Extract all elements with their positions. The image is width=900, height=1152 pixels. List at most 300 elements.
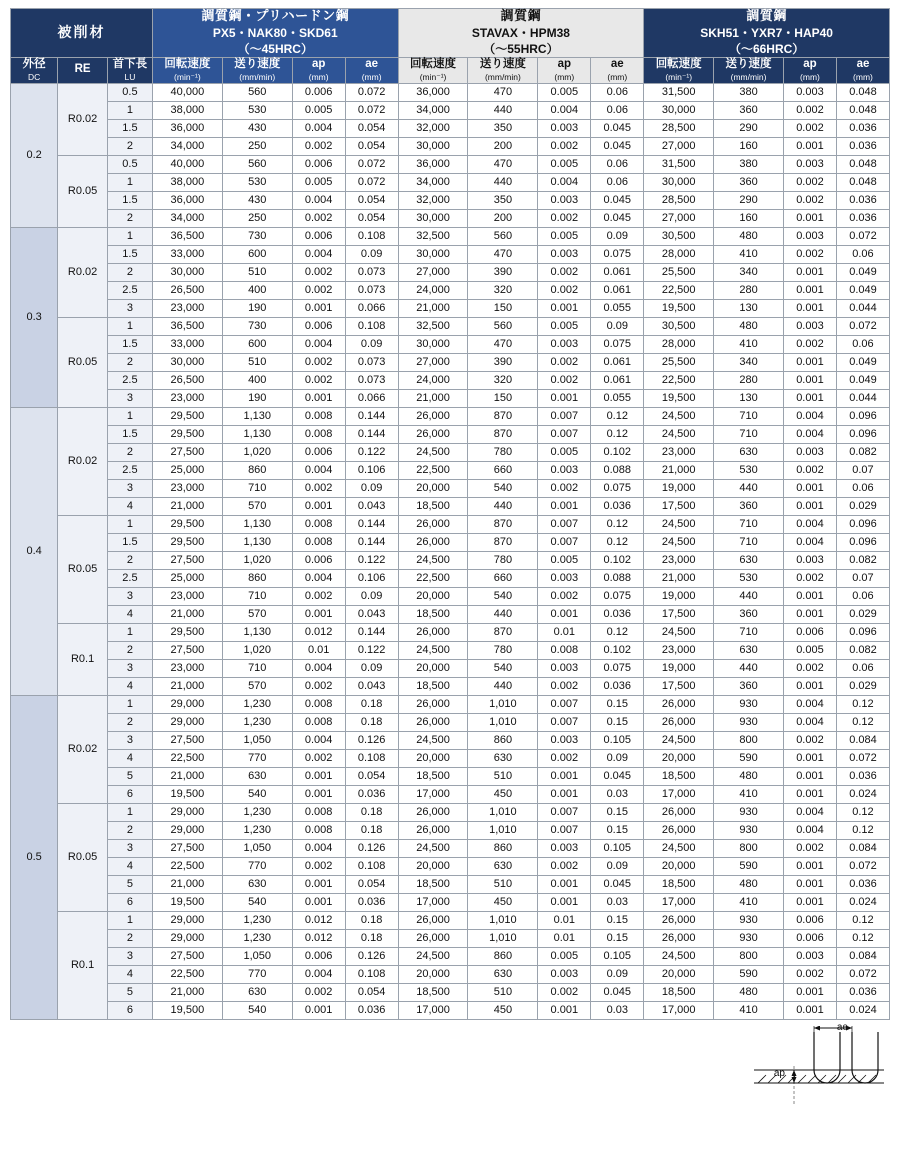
cell-value: 32,500 (398, 227, 468, 245)
cell-value: 30,500 (644, 317, 714, 335)
cell-value: 0.036 (836, 119, 889, 137)
cell-value: 0.01 (538, 911, 591, 929)
cell-value: 560 (222, 83, 292, 101)
cell-value: 870 (468, 407, 538, 425)
cell-value: 0.003 (538, 839, 591, 857)
cell-value: 0.001 (292, 1001, 345, 1019)
table-row (11, 209, 890, 227)
group-header-3 (644, 9, 890, 58)
cell-lu: 1 (107, 173, 152, 191)
cell-value: 30,000 (644, 173, 714, 191)
cell-value: 0.082 (836, 443, 889, 461)
group1-line1: 調質鋼・プリハードン鋼 (201, 8, 350, 23)
cell-value: 0.061 (591, 263, 644, 281)
cell-dc: 0.5 (11, 695, 58, 1019)
cell-value: 0.15 (591, 713, 644, 731)
cell-value: 430 (222, 191, 292, 209)
cell-value: 0.001 (783, 767, 836, 785)
cell-value: 800 (714, 947, 784, 965)
cell-value: 450 (468, 893, 538, 911)
table-row (11, 803, 890, 821)
cell-value: 0.004 (783, 803, 836, 821)
cell-value: 0.004 (292, 965, 345, 983)
cell-value: 26,000 (398, 533, 468, 551)
cell-value: 0.001 (292, 497, 345, 515)
cell-value: 0.108 (345, 317, 398, 335)
group1-line3: （〜45HRC） (237, 41, 313, 56)
cell-lu: 1.5 (107, 533, 152, 551)
table-row (11, 461, 890, 479)
cell-value: 0.075 (591, 245, 644, 263)
cell-value: 480 (714, 767, 784, 785)
cell-lu: 4 (107, 857, 152, 875)
cell-value: 0.006 (292, 227, 345, 245)
header-sub-row (11, 57, 890, 83)
cell-value: 0.003 (538, 731, 591, 749)
cell-value: 36,500 (152, 317, 222, 335)
cell-value: 0.18 (345, 911, 398, 929)
cell-value: 36,000 (152, 191, 222, 209)
cell-value: 32,000 (398, 119, 468, 137)
cell-value: 0.007 (538, 407, 591, 425)
cell-lu: 2.5 (107, 569, 152, 587)
cell-value: 18,500 (398, 875, 468, 893)
cell-value: 360 (714, 605, 784, 623)
cell-lu: 2 (107, 137, 152, 155)
cell-value: 0.055 (591, 389, 644, 407)
cell-value: 25,500 (644, 263, 714, 281)
cell-lu: 0.5 (107, 83, 152, 101)
cell-value: 0.002 (292, 677, 345, 695)
table-row (11, 605, 890, 623)
cell-lu: 1.5 (107, 335, 152, 353)
cell-value: 27,000 (398, 263, 468, 281)
cell-value: 730 (222, 317, 292, 335)
cell-value: 870 (468, 425, 538, 443)
cell-value: 18,500 (398, 497, 468, 515)
cell-value: 0.002 (292, 137, 345, 155)
table-row (11, 1001, 890, 1019)
cell-value: 0.001 (783, 983, 836, 1001)
cell-value: 0.008 (292, 407, 345, 425)
cell-value: 0.15 (591, 911, 644, 929)
cell-value: 0.049 (836, 281, 889, 299)
cell-value: 21,000 (644, 569, 714, 587)
cell-value: 480 (714, 983, 784, 1001)
table-row (11, 425, 890, 443)
group-header-1 (152, 9, 398, 58)
table-row (11, 281, 890, 299)
cell-value: 26,000 (644, 803, 714, 821)
cell-value: 0.002 (538, 281, 591, 299)
cell-value: 0.036 (836, 209, 889, 227)
cell-value: 0.004 (783, 425, 836, 443)
cell-value: 410 (714, 245, 784, 263)
cell-value: 22,500 (152, 857, 222, 875)
cell-value: 0.001 (538, 497, 591, 515)
cell-value: 860 (222, 461, 292, 479)
table-row (11, 155, 890, 173)
cell-value: 0.054 (345, 767, 398, 785)
cell-value: 0.004 (783, 533, 836, 551)
cell-value: 0.01 (538, 623, 591, 641)
cell-value: 440 (468, 677, 538, 695)
cell-value: 0.029 (836, 677, 889, 695)
cell-re: R0.02 (58, 695, 108, 803)
cell-lu: 2.5 (107, 281, 152, 299)
cell-value: 540 (222, 785, 292, 803)
cell-value: 36,000 (398, 155, 468, 173)
cell-lu: 1 (107, 911, 152, 929)
cell-value: 21,000 (152, 875, 222, 893)
cell-value: 0.004 (292, 839, 345, 857)
cell-lu: 5 (107, 875, 152, 893)
col-header-name: ae (610, 57, 624, 70)
cell-value: 1,010 (468, 695, 538, 713)
cell-value: 20,000 (398, 965, 468, 983)
cell-value: 1,050 (222, 839, 292, 857)
cell-value: 0.008 (292, 713, 345, 731)
cell-value: 0.06 (591, 101, 644, 119)
cell-lu: 3 (107, 947, 152, 965)
table-row (11, 245, 890, 263)
cell-value: 0.036 (836, 767, 889, 785)
col-header-lu-unit: LU (124, 71, 136, 82)
cell-value: 0.01 (292, 641, 345, 659)
col-header-dc-unit: DC (28, 71, 41, 82)
cell-value: 26,000 (398, 911, 468, 929)
group2-line1: 調質鋼 (500, 8, 542, 23)
cell-value: 0.007 (538, 821, 591, 839)
cell-value: 27,500 (152, 839, 222, 857)
cell-value: 23,000 (644, 443, 714, 461)
col-header-unit: (min⁻¹) (419, 71, 447, 82)
cell-value: 0.001 (538, 389, 591, 407)
table-row (11, 407, 890, 425)
cell-value: 0.002 (538, 209, 591, 227)
cell-value: 0.008 (538, 641, 591, 659)
ap-label-span: ap (773, 1067, 785, 1079)
cell-value: 0.045 (591, 137, 644, 155)
cell-value: 0.045 (591, 191, 644, 209)
cell-value: 20,000 (398, 479, 468, 497)
cell-value: 26,000 (644, 695, 714, 713)
cell-value: 0.082 (836, 551, 889, 569)
cell-value: 0.105 (591, 839, 644, 857)
table-row (11, 677, 890, 695)
cell-value: 0.09 (345, 245, 398, 263)
ap-ae-diagram (10, 1021, 890, 1112)
cell-lu: 1 (107, 515, 152, 533)
group-header-2 (398, 9, 644, 58)
cell-value: 0.096 (836, 425, 889, 443)
col-header-lu-name: 首下長 (112, 57, 148, 70)
col-header-unit: (mm) (554, 71, 575, 82)
cell-value: 17,000 (398, 893, 468, 911)
cell-value: 0.004 (292, 659, 345, 677)
cell-lu: 1 (107, 407, 152, 425)
cell-lu: 4 (107, 965, 152, 983)
cell-value: 0.001 (783, 677, 836, 695)
cell-value: 19,500 (644, 389, 714, 407)
table-row (11, 515, 890, 533)
cell-value: 0.15 (591, 803, 644, 821)
cell-value: 0.001 (538, 299, 591, 317)
cell-lu: 2 (107, 641, 152, 659)
col-header-g2-feed (468, 57, 538, 83)
table-row (11, 713, 890, 731)
cell-value: 0.072 (836, 965, 889, 983)
cell-value: 40,000 (152, 83, 222, 101)
cell-value: 0.005 (538, 317, 591, 335)
cell-value: 0.126 (345, 731, 398, 749)
cell-value: 34,000 (398, 101, 468, 119)
cell-value: 0.004 (292, 731, 345, 749)
cell-value: 0.036 (591, 605, 644, 623)
cell-value: 0.002 (783, 731, 836, 749)
cell-value: 23,000 (152, 299, 222, 317)
cell-value: 290 (714, 191, 784, 209)
cell-value: 0.045 (591, 767, 644, 785)
cell-value: 0.003 (783, 317, 836, 335)
col-header-name: 回転速度 (164, 57, 211, 70)
cell-value: 440 (468, 173, 538, 191)
cell-value: 0.12 (836, 803, 889, 821)
cell-value: 0.15 (591, 929, 644, 947)
cell-value: 0.002 (292, 983, 345, 1001)
cell-value: 0.106 (345, 569, 398, 587)
cell-value: 0.003 (538, 659, 591, 677)
cell-value: 26,000 (398, 929, 468, 947)
cell-lu: 1 (107, 101, 152, 119)
cell-value: 0.005 (538, 947, 591, 965)
cell-value: 0.045 (591, 875, 644, 893)
cell-value: 0.002 (783, 659, 836, 677)
table-row (11, 353, 890, 371)
cell-value: 400 (222, 371, 292, 389)
cell-value: 21,000 (152, 983, 222, 1001)
cell-value: 320 (468, 281, 538, 299)
col-header-g3-ae (836, 57, 889, 83)
cell-value: 0.006 (292, 317, 345, 335)
cell-value: 0.005 (783, 641, 836, 659)
cell-value: 710 (222, 479, 292, 497)
material-header-cell (11, 9, 153, 58)
cell-lu: 1 (107, 623, 152, 641)
cell-value: 29,500 (152, 407, 222, 425)
cell-re: R0.05 (58, 803, 108, 911)
group2-line3: （〜55HRC） (483, 41, 559, 56)
cell-value: 0.008 (292, 515, 345, 533)
cell-value: 0.012 (292, 929, 345, 947)
cell-value: 0.006 (783, 929, 836, 947)
cell-lu: 0.5 (107, 155, 152, 173)
cell-value: 24,500 (644, 407, 714, 425)
cell-value: 0.043 (345, 605, 398, 623)
cell-value: 29,000 (152, 803, 222, 821)
col-header-g3-feed (714, 57, 784, 83)
cell-value: 540 (222, 1001, 292, 1019)
cell-value: 27,000 (644, 209, 714, 227)
col-header-name: 回転速度 (655, 57, 702, 70)
cell-value: 27,500 (152, 443, 222, 461)
cell-value: 0.002 (538, 857, 591, 875)
cell-value: 0.002 (292, 353, 345, 371)
cell-value: 150 (468, 299, 538, 317)
col-header-unit: (mm) (607, 71, 628, 82)
cell-value: 0.003 (783, 551, 836, 569)
cell-value: 870 (468, 533, 538, 551)
cell-value: 0.001 (538, 785, 591, 803)
cell-dc: 0.2 (11, 83, 58, 227)
cell-value: 28,000 (644, 245, 714, 263)
cell-value: 0.122 (345, 443, 398, 461)
cell-value: 430 (222, 119, 292, 137)
cell-value: 0.001 (292, 389, 345, 407)
cell-value: 930 (714, 713, 784, 731)
cell-value: 0.06 (591, 83, 644, 101)
cell-value: 0.054 (345, 137, 398, 155)
cell-value: 22,500 (398, 569, 468, 587)
group1-line2: PX5・NAK80・SKD61 (212, 25, 338, 40)
cell-lu: 1 (107, 695, 152, 713)
cell-value: 0.012 (292, 623, 345, 641)
cell-value: 0.005 (538, 227, 591, 245)
cell-re: R0.05 (58, 515, 108, 623)
cell-value: 1,230 (222, 821, 292, 839)
col-header-lu (107, 57, 152, 83)
cell-value: 0.075 (591, 479, 644, 497)
cell-re: R0.02 (58, 83, 108, 155)
cell-value: 0.007 (538, 425, 591, 443)
cell-value: 1,230 (222, 713, 292, 731)
cell-value: 0.072 (836, 227, 889, 245)
cell-lu: 2.5 (107, 371, 152, 389)
cell-value: 0.001 (783, 371, 836, 389)
cell-value: 400 (222, 281, 292, 299)
cell-value: 18,500 (398, 983, 468, 1001)
cell-value: 630 (714, 641, 784, 659)
cell-value: 0.066 (345, 299, 398, 317)
cell-value: 24,500 (644, 515, 714, 533)
table-row (11, 857, 890, 875)
cell-value: 0.09 (345, 335, 398, 353)
cell-value: 480 (714, 317, 784, 335)
cutting-conditions-table (10, 8, 890, 1020)
table-row (11, 119, 890, 137)
cell-value: 20,000 (644, 857, 714, 875)
cell-value: 0.005 (538, 155, 591, 173)
cell-value: 0.072 (345, 155, 398, 173)
cell-value: 0.004 (783, 713, 836, 731)
cell-lu: 4 (107, 677, 152, 695)
cell-value: 450 (468, 1001, 538, 1019)
cell-value: 0.084 (836, 731, 889, 749)
cell-value: 0.09 (591, 965, 644, 983)
cell-value: 28,500 (644, 119, 714, 137)
table-row (11, 767, 890, 785)
table-row (11, 533, 890, 551)
col-header-name: ae (856, 57, 870, 70)
cell-value: 0.004 (292, 245, 345, 263)
cell-value: 29,500 (152, 623, 222, 641)
cell-value: 27,500 (152, 641, 222, 659)
cell-value: 590 (714, 857, 784, 875)
cell-value: 17,500 (644, 605, 714, 623)
table-row (11, 389, 890, 407)
cell-lu: 6 (107, 1001, 152, 1019)
col-header-name: 送り速度 (234, 57, 281, 70)
cell-value: 0.088 (591, 461, 644, 479)
cell-value: 0.043 (345, 497, 398, 515)
cell-value: 33,000 (152, 245, 222, 263)
cell-value: 0.105 (591, 947, 644, 965)
col-header-unit: (mm) (361, 71, 382, 82)
cell-value: 0.075 (591, 659, 644, 677)
cell-value: 0.144 (345, 515, 398, 533)
cell-value: 26,000 (398, 803, 468, 821)
cell-value: 540 (468, 659, 538, 677)
cell-value: 0.09 (591, 749, 644, 767)
cell-value: 17,000 (644, 893, 714, 911)
cell-value: 710 (714, 425, 784, 443)
cell-value: 27,000 (644, 137, 714, 155)
cell-value: 0.144 (345, 425, 398, 443)
cell-value: 29,500 (152, 515, 222, 533)
cell-value: 22,500 (644, 281, 714, 299)
cell-value: 0.106 (345, 461, 398, 479)
cell-value: 0.002 (538, 263, 591, 281)
col-header-g1-ae (345, 57, 398, 83)
cell-value: 0.061 (591, 281, 644, 299)
cell-value: 0.004 (783, 515, 836, 533)
cell-value: 21,000 (644, 461, 714, 479)
cell-value: 21,000 (152, 767, 222, 785)
ae-label (837, 1022, 848, 1033)
col-header-g3-ap (783, 57, 836, 83)
cell-value: 30,000 (152, 263, 222, 281)
table-row (11, 191, 890, 209)
cell-value: 0.096 (836, 515, 889, 533)
cell-value: 710 (714, 533, 784, 551)
cell-lu: 5 (107, 983, 152, 1001)
cell-value: 360 (714, 497, 784, 515)
cell-value: 19,500 (152, 893, 222, 911)
cell-value: 0.001 (783, 281, 836, 299)
cell-value: 0.03 (591, 1001, 644, 1019)
col-header-dc (11, 57, 58, 83)
cell-value: 19,500 (152, 1001, 222, 1019)
cell-value: 130 (714, 299, 784, 317)
cell-value: 18,500 (644, 983, 714, 1001)
cell-lu: 2 (107, 821, 152, 839)
cell-value: 510 (222, 353, 292, 371)
cell-value: 0.12 (836, 911, 889, 929)
cell-value: 0.044 (836, 299, 889, 317)
cell-value: 0.09 (345, 479, 398, 497)
cell-value: 34,000 (398, 173, 468, 191)
cell-value: 540 (222, 893, 292, 911)
cell-value: 34,000 (152, 209, 222, 227)
cell-value: 0.004 (292, 569, 345, 587)
cell-value: 0.001 (783, 497, 836, 515)
cell-value: 0.036 (836, 137, 889, 155)
cell-value: 570 (222, 497, 292, 515)
cell-value: 0.088 (591, 569, 644, 587)
table-row (11, 551, 890, 569)
cell-value: 660 (468, 461, 538, 479)
cell-value: 410 (714, 335, 784, 353)
